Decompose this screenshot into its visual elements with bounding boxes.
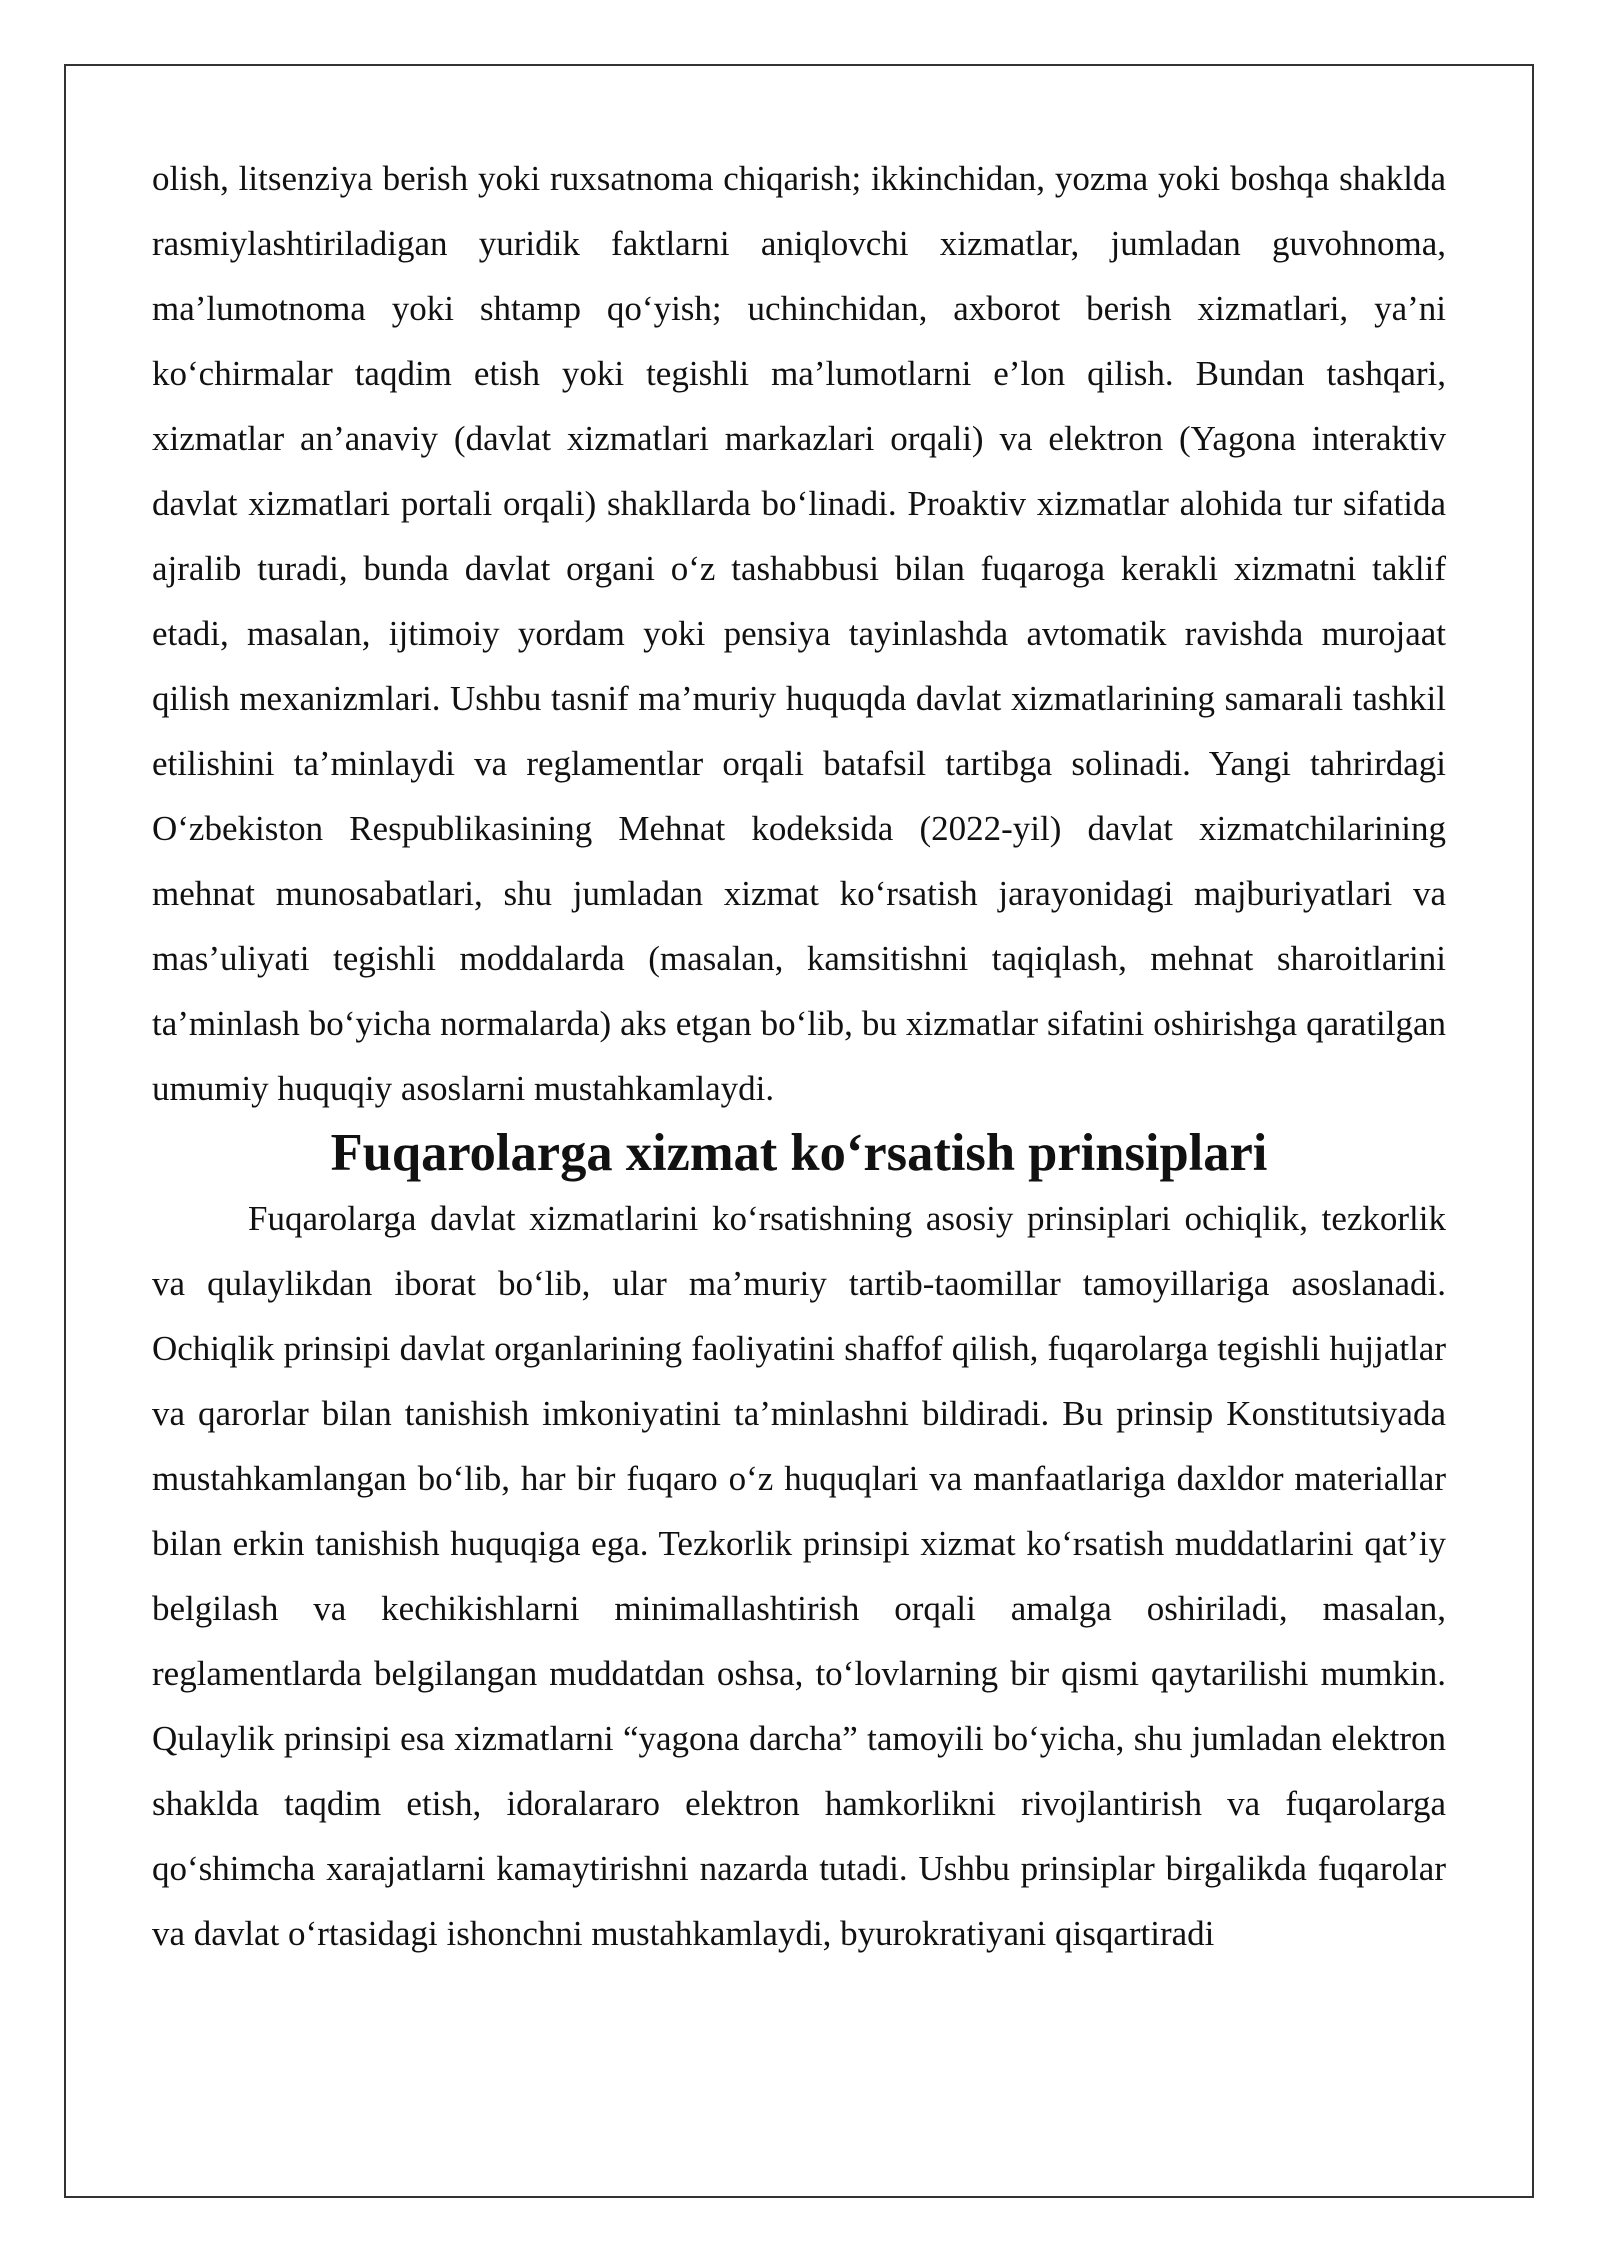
paragraph-principles: Fuqarolarga davlat xizmatlarini ko‘rsatishning asosiy prinsiplari ochiqlik, tezkorlik va qulaylikdan iborat bo‘lib, ular ma’muriy tartib-taomillar tamoyillariga asoslanadi. Ochiqlik prinsipi davlat organlarining faoliyatini shaffof qilish, fuqarolarga tegishli hujjatlar va qarorlar bilan tanishish imkoniyatini ta’minlashni bildiradi. Bu prinsip Konstitutsiyada mustahkamlangan bo‘lib, har bir fuqaro o‘z huquqlari va manfaatlariga daxldor materiallar bilan erkin tanishish huquqiga ega. Tezkorlik prinsipi xizmat ko‘rsatish muddatlarini qat’iy belgilash va kechikishlarni minimallashtirish orqali amalga oshiriladi, masalan, reglamentlarda belgilangan muddatdan oshsa, to‘lovlarning bir qismi qaytarilishi mumkin. Qulaylik prinsipi esa xizmatlarni “yagona darcha” tamoyili bo‘yicha, shu jumladan elektron shaklda taqdim etish, idoralararo elektron hamkorlikni rivojlantirish va fuqarolarga qo‘shimcha xarajatlarni kamaytirishni nazarda tutadi. Ushbu prinsiplar birgalikda fuqarolar va davlat o‘rtasidagi ishonchni mustahkamlaydi, byurokratiyani qisqartiradi [152, 1199, 1446, 1953]
document-body [152, 146, 1446, 1966]
paragraph-continuation: olish, litsenziya berish yoki ruxsatnoma chiqarish; ikkinchidan, yozma yoki boshqa shaklda rasmiylashtiriladigan yuridik faktlarni aniqlovchi xizmatlar, jumladan guvohnoma, ma’lumotnoma yoki shtamp qo‘yish; uchinchidan, axborot berish xizmatlari, ya’ni ko‘chirmalar taqdim etish yoki tegishli ma’lumotlarni e’lon qilish. Bundan tashqari, xizmatlar an’anaviy (davlat xizmatlari markazlari orqali) va elektron (Yagona interaktiv davlat xizmatlari portali orqali) shakllarda bo‘linadi. Proaktiv xizmatlar alohida tur sifatida ajralib turadi, bunda davlat organi o‘z tashabbusi bilan fuqaroga kerakli xizmatni taklif etadi, masalan, ijtimoiy yordam yoki pensiya tayinlashda avtomatik ravishda murojaat qilish mexanizmlari. Ushbu tasnif ma’muriy huquqda davlat xizmatlarining samarali tashkil etilishini ta’minlaydi va reglamentlar orqali batafsil tartibga solinadi. Yangi tahrirdagi O‘zbekiston Respublikasining Mehnat kodeksida (2022-yil) davlat xizmatchilarining mehnat munosabatlari, shu jumladan xizmat ko‘rsatish jarayonidagi majburiyatlari va mas’uliyati tegishli moddalarda (masalan, kamsitishni taqiqlash, mehnat sharoitlarini ta’minlash bo‘yicha normalarda) aks etgan bo‘lib, bu xizmatlar sifatini oshirishga qaratilgan umumiy huquqiy asoslarni mustahkamlaydi. [152, 159, 1446, 1108]
section-heading: Fuqarolarga xizmat ko‘rsatish prinsiplari [330, 1124, 1268, 1182]
